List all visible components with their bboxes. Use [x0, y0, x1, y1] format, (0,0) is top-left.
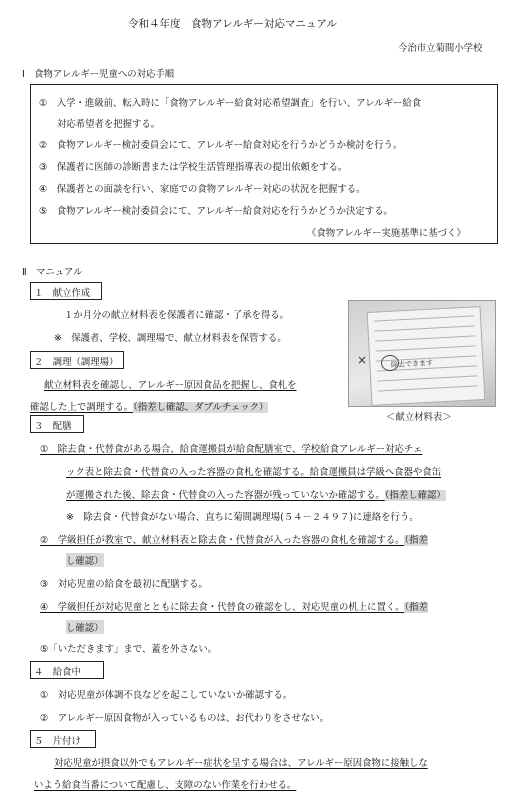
procedure-item: ② 食物アレルギー検討委員会にて、アレルギー給食対応を行うかどうか検討を行う。 — [39, 140, 403, 151]
subsection-label: ２ 調理（調理場） — [34, 357, 119, 368]
body-note: ※ 除去食・代替食がない場合、直ちに菊間調理場(５４－２４９７)に連絡を行う。 — [66, 512, 419, 523]
document-title: 令和４年度 食物アレルギー対応マニュアル — [128, 18, 337, 30]
body-text — [40, 532, 428, 546]
body-note: ※ 保護者、学校、調理場で、献立材料表を保管する。 — [54, 333, 287, 344]
body-text-part: ② 学級担任が教室で、献立材料表と除去食・代替食が入った容器の食札を確認する。 — [40, 535, 405, 546]
procedure-box — [30, 84, 498, 244]
body-text: ① 対応児童が体調不良などを起こしていないか確認する。 — [40, 690, 293, 701]
check-highlight: し確認） — [66, 620, 104, 634]
body-text: ⑤「いただきます」まで、蓋を外さない。 — [40, 644, 217, 655]
section2-heading: Ⅱ マニュアル — [22, 267, 83, 278]
body-text — [66, 487, 446, 501]
check-highlight: （指差 — [404, 535, 428, 546]
subsection-label: １ 献立作成 — [34, 288, 91, 299]
body-text — [40, 599, 428, 613]
body-text: ③ 対応児童の給食を最初に配膳する。 — [40, 579, 208, 590]
body-text: いよう給食当番について配慮し、支障のない作業を行わせる。 — [34, 780, 297, 791]
body-text: ック表と除去食・代替食の入った容器の食札を確認する。給食運搬員は学級へ食器や食缶 — [66, 467, 442, 478]
procedure-item: ① 入学・進級前、転入時に「食物アレルギー給食対応希望調査」を行い、アレルギー給食 — [39, 98, 422, 109]
procedure-item: ④ 保護者との面談を行い、家庭での食物アレルギー対応の状況を把握する。 — [39, 184, 366, 195]
body-text: 対応児童が摂食以外でもアレルギー症状を呈する場合は、アレルギー原因食物に接触しな — [54, 758, 428, 769]
photo-caption: ＜献立材料表＞ — [386, 412, 452, 423]
procedure-item: ⑤ 食物アレルギー検討委員会にて、アレルギー給食対応を行うかどうか決定する。 — [39, 206, 393, 217]
body-text: ① 除去食・代替食がある場合、給食運搬員が給食配膳室で、学校給食アレルギー対応チェ — [40, 444, 423, 455]
school-name: 今治市立菊間小学校 — [398, 43, 483, 54]
procedure-note: 《食物アレルギー実施基準に基づく》 — [307, 228, 466, 239]
body-text: １か月分の献立材料表を保護者に確認・了承を得る。 — [64, 310, 290, 321]
body-text — [30, 399, 268, 413]
body-text-part: 確認した上で調理する。 — [30, 402, 134, 413]
subsection-label: ５ 片付け — [34, 736, 81, 747]
body-text-part: が運搬された後、除去食・代替食の入った容器が残っていないか確認する。 — [66, 490, 385, 501]
body-text-part: ④ 学級担任が対応児童とともに除去食・代替食の確認をし、対応児童の机上に置く。 — [40, 602, 405, 613]
subsection-label: ３ 配膳 — [34, 421, 72, 432]
cross-mark-icon: × — [357, 353, 368, 367]
procedure-item: 対応希望者を把握する。 — [57, 119, 161, 130]
menu-ingredients-photo — [348, 300, 496, 407]
photo-stamp-text: 除去できます — [390, 358, 434, 370]
body-text: 献立材料表を確認し、アレルギー原因食品を把握し、食札を — [44, 380, 297, 391]
procedure-item: ③ 保護者に医師の診断書または学校生活管理指導表の提出依頼をする。 — [39, 162, 348, 173]
check-highlight: （指差し確認） — [384, 490, 446, 501]
section1-heading: Ⅰ 食物アレルギー児童への対応手順 — [22, 69, 175, 80]
check-highlight: し確認） — [66, 553, 104, 567]
body-text: ② アレルギー原因食物が入っているものは、お代わりをさせない。 — [40, 713, 330, 724]
check-highlight: （指差し確認、ダブルチェック） — [133, 402, 269, 413]
check-highlight: （指差 — [404, 602, 428, 613]
subsection-label: ４ 給食中 — [34, 667, 81, 678]
